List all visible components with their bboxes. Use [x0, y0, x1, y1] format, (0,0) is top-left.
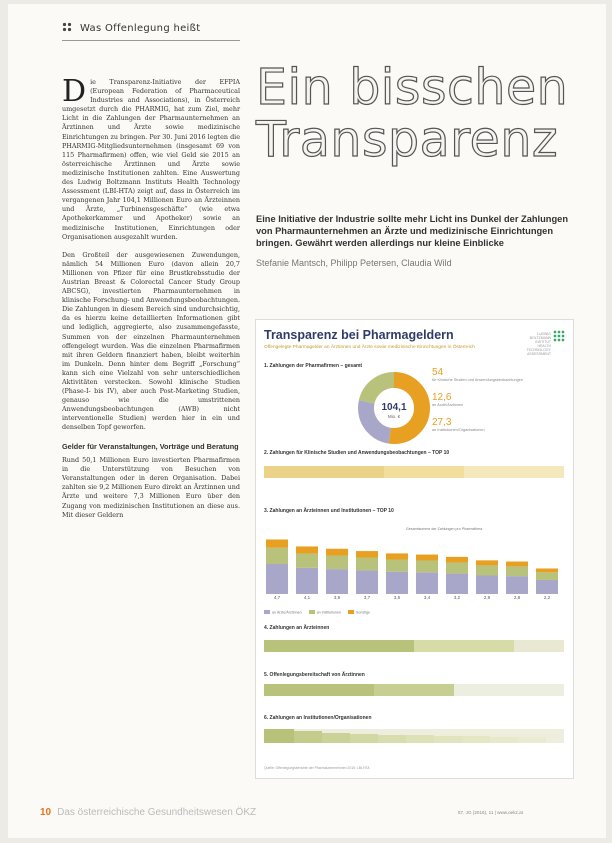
bar-9-part-1: [506, 576, 528, 594]
bar-4-part-1: [356, 570, 378, 594]
kpi-institutions: 27,3 an Institutionen/Organisationen: [432, 417, 485, 432]
donut-unit: Mio. €: [387, 414, 401, 419]
bar-label-5: 3,5: [393, 595, 401, 600]
bar-9-part-2: [506, 566, 528, 576]
chart-legend: an Ärzte/Ärztinnen an Institutionen Sonstige: [264, 610, 370, 615]
doctors-segment-1: [264, 640, 414, 652]
bar-label-4: 3,7: [363, 595, 371, 600]
article-paragraph-1: Die Transparenz-Initiative der EFPIA (European Federation of Pharmaceutical Industries and Associations), in Österreich umgesetzt durch die PHARMIG, hat zum Ziel, mehr Licht in die Zahlungen der Pharmaunternehmen an Ärztinnen und Ärzte sowie medizinische Einrichtungen zu bringen. Per 30. Juni 2016 legten die PHARMIG-Mitgliedsunternehmen (insgesamt 69 von 115 Pharmafirmen) offen, wie viel Geld sie 2015 an österreichische Ärztinnen und Ärzte sowie medizinische Institutionen zahlten. Eine Auswertung des Ludwig Boltzmann Instituts Health Technology Assessment (LBI-HTA) zeigt auf, dass in Österreich im vergangenen Jahr 104,1 Millionen Euro an Ärzteinnen und Ärzte, „Turbinensgeschäfte“ (wie etwa Apothekerkammer und Apotheker) sowie an medizinische Institutionen, Einrichtungen oder Organisationen ausgezahlt wurden.: [62, 74, 240, 241]
bar-1-part-1: [266, 564, 288, 594]
top10-bar-chart: [264, 532, 564, 594]
kpi-doctors: 12,6 an Ärzte/Ärztinnen: [432, 392, 464, 407]
article-title: Ein bisschen Transparenz: [256, 59, 569, 168]
article-authors: Stefanie Mantsch, Philipp Petersen, Claudia Wild: [256, 258, 452, 268]
article-body: [62, 74, 240, 529]
journal-name: Das österreichische Gesundheitswesen ÖKZ: [57, 807, 257, 818]
section-4-heading: 4. Zahlungen an Ärzteinnen: [264, 625, 330, 631]
bar-label-10: 2,2: [543, 595, 551, 600]
kpi-studies: 54 für Klinische Studien und Anwendungsbeobachtungen: [432, 367, 523, 382]
infographic: [256, 320, 573, 778]
bar-7-part-1: [446, 574, 468, 594]
article-subheading: Gelder für Veranstaltungen, Vorträge und Beratung: [62, 441, 239, 451]
section-header-label: Was Offenlegung heißt: [80, 23, 201, 34]
bar-2-part-3: [296, 546, 318, 553]
bar-7-part-2: [446, 562, 468, 573]
bar-3-part-2: [326, 556, 348, 570]
bar-8-part-3: [476, 560, 498, 565]
studies-segment-3: [464, 466, 564, 478]
bar-8-part-1: [476, 575, 498, 594]
bar-label-6: 3,4: [423, 595, 431, 600]
bar-2-part-2: [296, 554, 318, 568]
bar-10-part-3: [536, 568, 558, 572]
bar-7-part-3: [446, 557, 468, 563]
bar-value-labels: [264, 595, 564, 603]
institutions-bars: [264, 725, 564, 747]
bar-10-part-1: [536, 580, 558, 594]
lbi-logo-icon: [553, 330, 565, 342]
article-paragraph-3: Rund 50,1 Millionen Euro investierten Pharmafirmen in die Unterstützung von Besuchen von Veranstaltungen oder in deren Organisation. Dabei zahlten sie 9,2 Millionen Euro direkt an Ärztinnen und Ärzte und weitere 7,3 Millionen Euro über den Zugang von medizinischen Institutionen an diese aus. Mit dieser Geldern: [62, 456, 240, 519]
infographic-source: Quelle: Offenlegungsberichte der Pharmaunternehmen 2015; LBI-HTA: [264, 766, 370, 770]
donut-total: 104,1: [381, 402, 407, 413]
bar-label-2: 4,1: [303, 595, 311, 600]
bar-3-part-1: [326, 569, 348, 594]
section-5-heading: 5. Offenlegungsbereitschaft von Ärztinnen: [264, 672, 365, 678]
section-header: [62, 22, 200, 34]
section-3-heading: 3. Zahlungen an Ärzteinnen und Institutionen – TOP 10: [264, 508, 394, 514]
bar-8-part-2: [476, 565, 498, 575]
donut-chart: [356, 370, 432, 446]
doctors-strip: [264, 640, 564, 652]
article-lead: Eine Initiative der Industrie sollte mehr Licht ins Dunkel der Zahlungen von Pharmaunternehmen an Ärzte und medizinische Einrichtungen bringen. Gewährt werden allerdings nur kleine Einblicke: [256, 214, 569, 249]
page-footer: [40, 807, 256, 818]
section-3-sub: Gesamtsumme der Zahlungen pro Pharmafirma: [406, 527, 483, 531]
bar-label-9: 2,8: [513, 595, 521, 600]
bar-2-part-1: [296, 568, 318, 594]
disclosure-strip: [264, 684, 564, 696]
studies-segment-1: [264, 466, 384, 478]
bar-6-part-2: [416, 560, 438, 572]
bar-6-part-1: [416, 572, 438, 594]
header-divider: [62, 40, 240, 41]
bar-1-part-3: [266, 539, 288, 547]
section-6-heading: 6. Zahlungen an Institutionen/Organisationen: [264, 715, 372, 721]
bar-9-part-3: [506, 562, 528, 567]
bar-4-part-2: [356, 558, 378, 571]
bar-6-part-3: [416, 555, 438, 561]
bar-3-part-3: [326, 549, 348, 556]
bar-5-part-1: [386, 572, 408, 594]
lbi-logo-text: LUDWIG BOLTZMANN INSTITUT HEALTH TECHNOLOGY ASSESSMENT: [526, 332, 551, 356]
infographic-subtitle: Offengelegte Pharmagelder an Ärztinnen und Ärzte sowie medizinische Einrichtungen in Österreich: [264, 345, 475, 350]
bar-label-3: 3,9: [333, 595, 341, 600]
drop-cap: D: [62, 74, 87, 109]
article-paragraph-2: Den Großteil der ausgewiesenen Zuwendungen, nämlich 54 Millionen Euro (davon allein 20,7 Millionen von Pfizer für eine Brustkrebsstudie der Austrian Breast & Colorectal Cancer Study Group ABCSG), investierten Pharmaunternehmen in klinische Forschung- und Anwendungsbeobachtungen. Die Zahlungen in diesem Bereich sind undurchsichtig, da es hierzu keine detaillierten Informationen gibt und lediglich, aggregierte, also zusammengefasste, Summen von der einzelnen Pharmaunternehmen offengelegt wurden. Was die einzelnen Pharmafirmen mit ihren Geldern finanziert haben, bleibt weiterhin im Dunkeln. Denn hinter dem Begriff „Forschung“ kann sich eine Vielzahl von sehr unterschiedlichen Aktivitäten verstecken. Sowohl klinische Studien (Phase-I- bis IV), aber auch Post-Marketing Studien, genauso wie die umstrittenen Anwendungsbeobachtungen (AWB) nicht interventionelle Studien) werden hier in ein und denselben Topf geworfen.: [62, 250, 240, 432]
doctors-segment-2: [414, 640, 514, 652]
studies-segment-2: [384, 466, 464, 478]
bar-label-1: 4,7: [273, 595, 281, 600]
bar-1-part-2: [266, 548, 288, 564]
footer-right-text: 57. JG (2016), 11 | www.oekz.at: [458, 810, 523, 815]
infographic-title: Transparenz bei Pharmageldern: [264, 328, 454, 342]
bar-5-part-3: [386, 553, 408, 559]
studies-top10-strip: [264, 466, 564, 478]
bar-label-8: 2,9: [483, 595, 491, 600]
bar-5-part-2: [386, 559, 408, 571]
page-number: 10: [40, 807, 52, 818]
bar-10-part-2: [536, 572, 558, 580]
disclosure-segment-1: [264, 684, 374, 696]
disclosure-segment-2: [374, 684, 454, 696]
grid-dots-icon: [62, 22, 72, 32]
section-2-heading: 2. Zahlungen für Klinische Studien und Anwendungsbeobachtungen – TOP 10: [264, 450, 450, 456]
bar-label-7: 3,2: [453, 595, 461, 600]
bar-4-part-3: [356, 551, 378, 557]
section-1-heading: 1. Zahlungen der Pharmafirmen – gesamt: [264, 363, 363, 369]
